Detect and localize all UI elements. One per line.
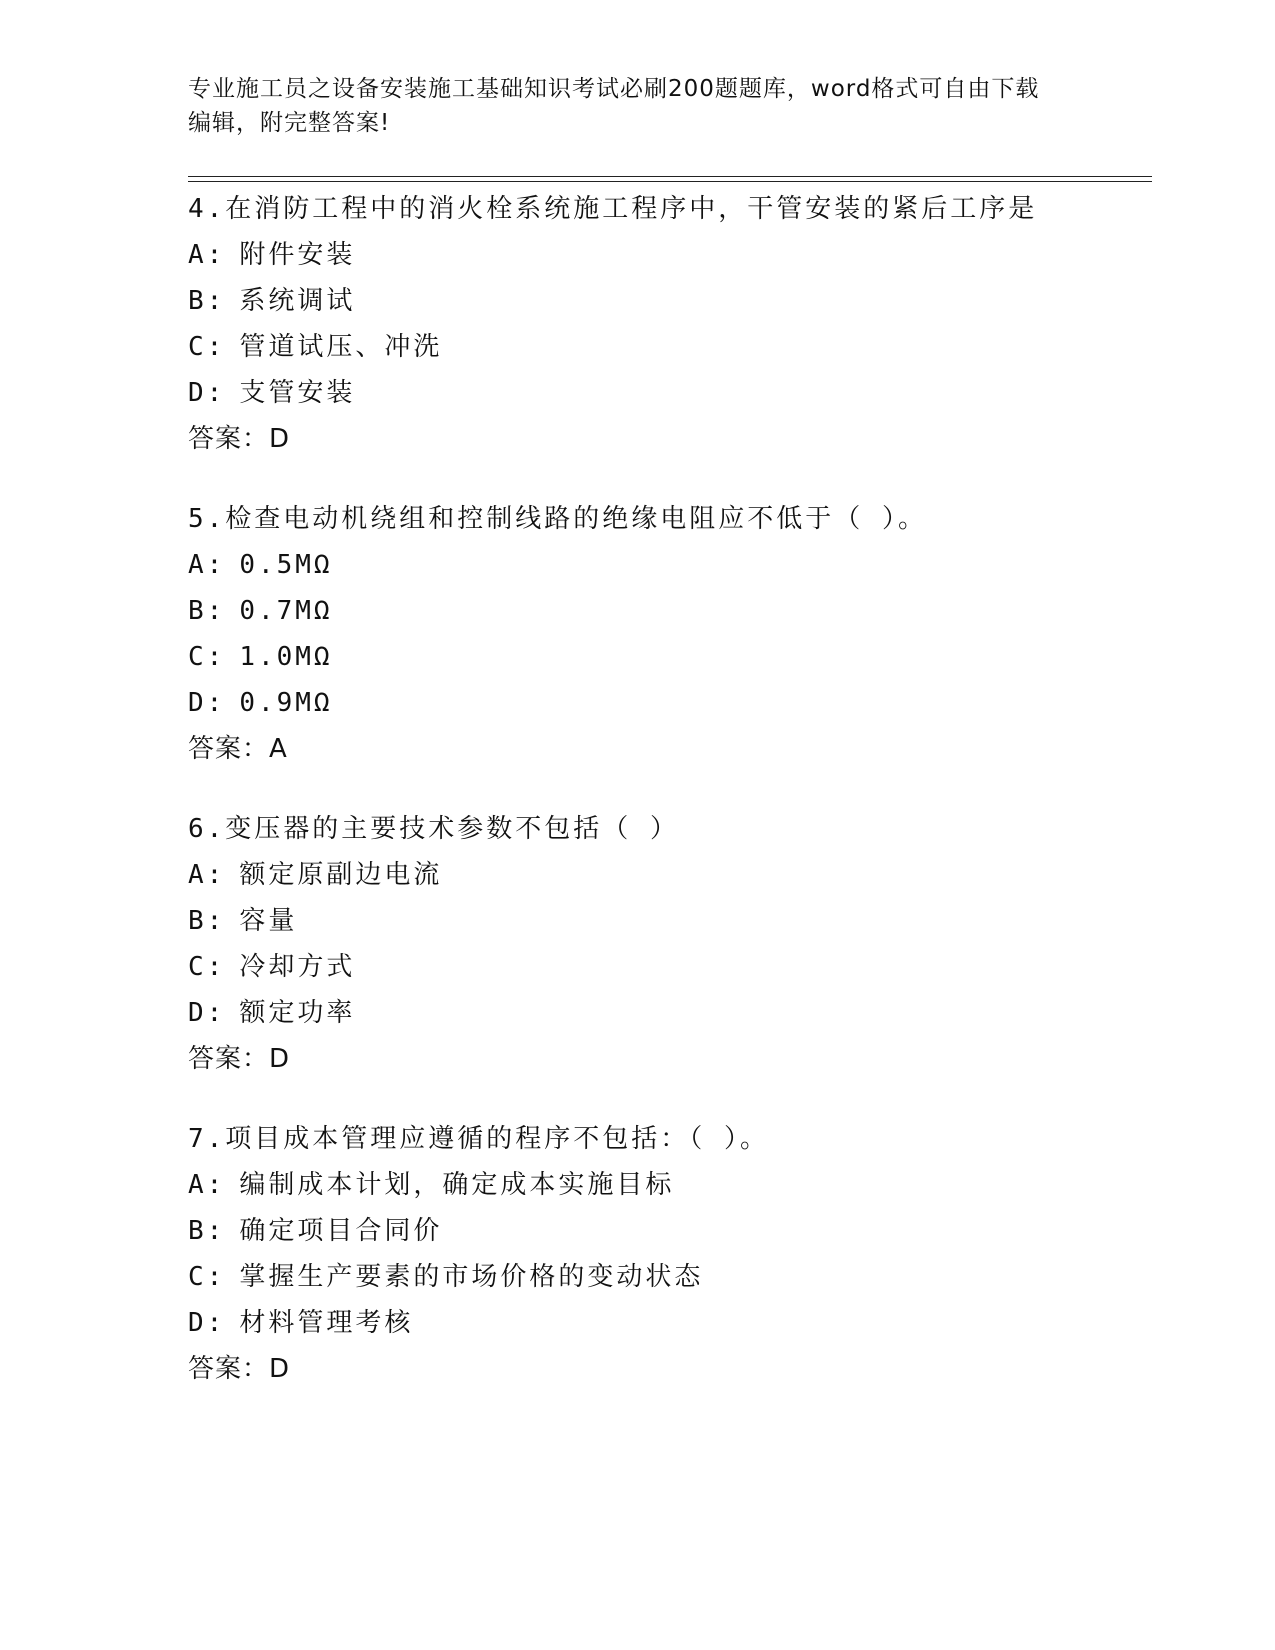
option-c [188,324,1148,370]
option-key: B: [188,906,226,936]
option-d [188,1300,1148,1346]
option-key: C: [188,332,226,362]
option-a [188,852,1148,898]
option-text: 0.7MΩ [239,596,333,626]
option-text: 0.9MΩ [239,688,333,718]
question-stem: 4.在消防工程中的消火栓系统施工程序中，干管安装的紧后工序是 [188,194,1038,224]
option-key: D: [188,1308,226,1338]
question-stem: 7.项目成本管理应遵循的程序不包括：（ ）。 [188,1124,769,1154]
option-b [188,278,1148,324]
option-text: 管道试压、冲洗 [239,332,443,362]
option-key: A: [188,1170,226,1200]
question-stem: 6.变压器的主要技术参数不包括（ ） [188,814,679,844]
document-header [188,72,1068,140]
option-key: C: [188,642,226,672]
option-text: 额定原副边电流 [239,860,443,890]
option-key: B: [188,1216,226,1246]
option-c [188,944,1148,990]
option-a [188,542,1148,588]
question-list [188,186,1148,1426]
option-key: B: [188,286,226,316]
option-text: 冷却方式 [239,952,356,982]
header-line-1: 专业施工员之设备安装施工基础知识考试必刷200题题库，word格式可自由下载 [188,76,1040,102]
question-6 [188,806,1148,1082]
option-key: B: [188,596,226,626]
option-text: 掌握生产要素的市场价格的变动状态 [239,1262,704,1292]
option-b [188,898,1148,944]
question-4 [188,186,1148,462]
answer-line: 答案：A [188,734,288,764]
option-text: 支管安装 [239,378,356,408]
option-a [188,232,1148,278]
option-key: C: [188,952,226,982]
option-text: 材料管理考核 [239,1308,414,1338]
question-5 [188,496,1148,772]
question-stem: 5.检查电动机绕组和控制线路的绝缘电阻应不低于（ ）。 [188,504,927,534]
option-key: D: [188,688,226,718]
option-b [188,588,1148,634]
option-key: D: [188,998,226,1028]
option-text: 确定项目合同价 [239,1216,443,1246]
header-rule-thin [188,181,1152,182]
answer-line: 答案：D [188,1354,291,1384]
option-c [188,634,1148,680]
answer-line: 答案：D [188,424,291,454]
header-line-2: 编辑，附完整答案! [188,110,391,136]
option-a [188,1162,1148,1208]
answer-line: 答案：D [188,1044,291,1074]
option-key: A: [188,860,226,890]
option-d [188,370,1148,416]
option-d [188,990,1148,1036]
option-text: 额定功率 [239,998,356,1028]
option-text: 1.0MΩ [239,642,333,672]
option-d [188,680,1148,726]
option-c [188,1254,1148,1300]
option-key: C: [188,1262,226,1292]
question-7 [188,1116,1148,1392]
option-key: D: [188,378,226,408]
option-key: A: [188,240,226,270]
option-b [188,1208,1148,1254]
option-text: 0.5MΩ [239,550,333,580]
option-text: 附件安装 [239,240,356,270]
header-rule-thick [188,176,1152,177]
option-text: 容量 [239,906,298,936]
option-key: A: [188,550,226,580]
option-text: 编制成本计划，确定成本实施目标 [239,1170,675,1200]
option-text: 系统调试 [239,286,356,316]
